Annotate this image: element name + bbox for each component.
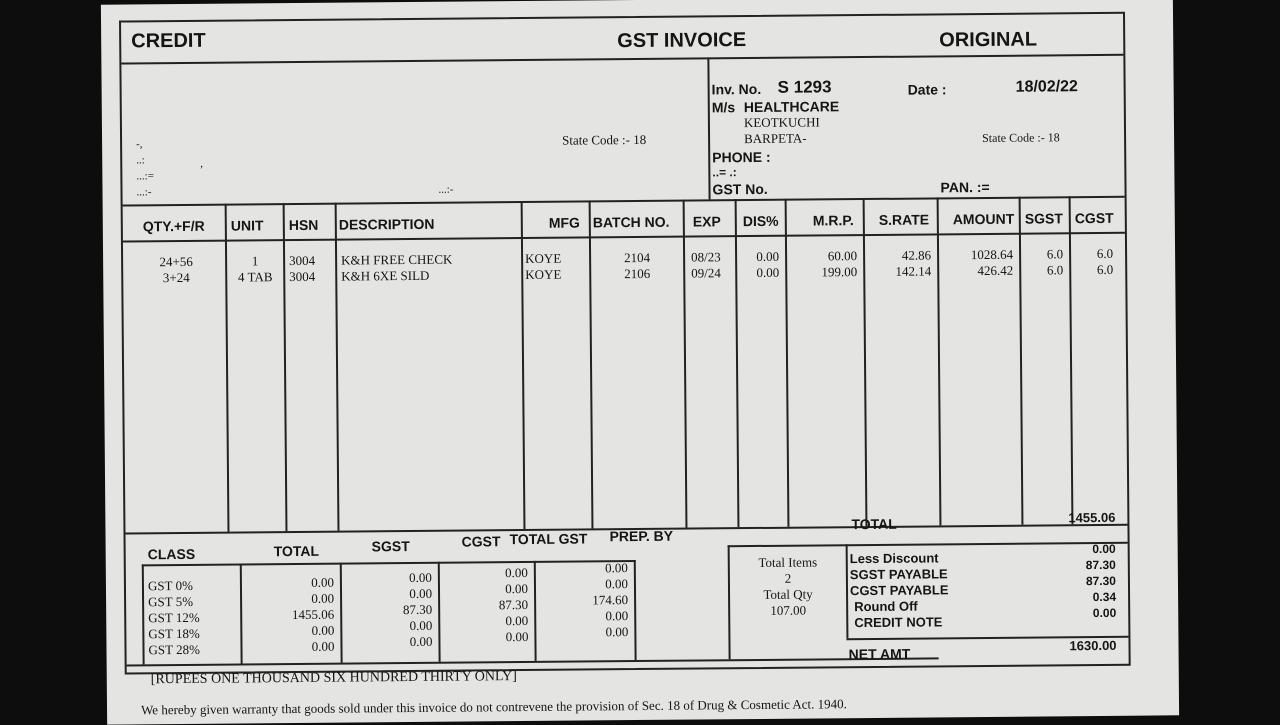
col-exp: EXP (692, 213, 721, 230)
col-batch: BATCH NO. (592, 213, 670, 231)
item-batch: 2106 (624, 265, 651, 282)
amount-in-words: [RUPEES ONE THOUSAND SIX HUNDRED THIRTY ONLY] (150, 669, 517, 688)
total-qty-label: Total Qty (763, 586, 813, 602)
buyer-address-1: KEOTKUCHI (743, 114, 820, 131)
item-qty: 3+24 (162, 269, 190, 286)
item-amount: 426.42 (977, 262, 1014, 279)
buyer-name: HEALTHCARE (743, 98, 840, 116)
class-cgst: 87.30 (498, 596, 529, 613)
seller-mark: ...:= (136, 170, 154, 183)
summary-prep-by-header: PREP. BY (609, 527, 674, 545)
class-cgst: 0.00 (505, 580, 529, 597)
original-label: ORIGINAL (939, 28, 1038, 52)
warranty-text: We hereby given warranty that goods sold under this invoice do not contrevene the provision of Sec. 18 of Drug & Cosmetic Act. 1940. (140, 696, 847, 718)
seller-mark: ...:- (438, 183, 454, 196)
item-cgst: 6.0 (1096, 261, 1114, 278)
class-total-gst: 0.00 (605, 624, 629, 640)
item-qty: 24+56 (159, 253, 193, 270)
class-sgst: 0.00 (409, 633, 433, 650)
item-dis: 0.00 (756, 264, 780, 280)
less-discount-value: 0.00 (1092, 541, 1116, 557)
less-discount-label: Less Discount (849, 550, 939, 567)
summary-total-header: TOTAL (273, 542, 320, 560)
date-label: Date : (907, 81, 947, 98)
phone-label: PHONE : (712, 148, 771, 166)
class-total-gst: 0.00 (605, 608, 629, 624)
item-srate: 142.14 (895, 263, 932, 279)
class-total-gst: 174.60 (592, 592, 629, 608)
summary-total-gst-header: TOTAL GST (509, 530, 588, 548)
cgst-payable-value: 87.30 (1085, 573, 1117, 589)
col-qty: QTY.+F/R (142, 217, 205, 235)
net-amt-label: NET AMT (848, 645, 911, 663)
col-mrp: M.R.P. (812, 212, 854, 229)
col-dis: DIS% (742, 212, 779, 230)
class-total-gst: 0.00 (604, 560, 628, 576)
inv-no-label: Inv. No. (711, 80, 762, 98)
col-amount: AMOUNT (952, 210, 1015, 228)
class-label: GST 18% (148, 625, 200, 642)
pan-label: PAN. := (940, 178, 990, 196)
class-total: 0.00 (311, 574, 334, 590)
class-cgst: 0.00 (505, 564, 528, 581)
item-batch: 2104 (624, 249, 651, 266)
class-label: GST 0% (147, 577, 193, 594)
class-sgst: 0.00 (409, 585, 433, 602)
date-value: 18/02/22 (1015, 78, 1078, 96)
total-qty-value: 107.00 (770, 602, 807, 618)
class-total: 0.00 (311, 638, 335, 654)
round-off-label: Round Off (854, 598, 918, 615)
item-srate: 42.86 (901, 247, 932, 263)
total-items-label: Total Items (758, 554, 818, 570)
class-sgst: 0.00 (409, 617, 433, 634)
col-mfg: MFG (548, 214, 580, 231)
item-unit: 4 TAB (237, 269, 273, 285)
invoice-paper (101, 0, 1179, 725)
item-mrp: 199.00 (821, 264, 858, 280)
item-hsn: 3004 (289, 268, 316, 285)
class-cgst: 0.00 (505, 628, 529, 645)
item-hsn: 3004 (289, 252, 316, 269)
credit-note-value: 0.00 (1092, 605, 1117, 621)
col-description: DESCRIPTION (338, 215, 435, 233)
seller-mark: ...:- (136, 186, 152, 199)
class-cgst: 0.00 (505, 612, 529, 629)
item-mfg: KOYE (525, 266, 562, 282)
net-amt-value: 1630.00 (1069, 637, 1117, 654)
col-unit: UNIT (230, 217, 264, 234)
item-mfg: KOYE (525, 250, 562, 266)
summary-sgst-header: SGST (371, 538, 410, 555)
col-sgst: SGST (1024, 210, 1063, 227)
seller-mark: , (200, 157, 204, 170)
credit-note-label: CREDIT NOTE (854, 614, 943, 631)
ms-label: M/s (711, 99, 736, 116)
item-exp: 09/24 (691, 265, 721, 281)
class-label: GST 5% (148, 593, 194, 610)
item-exp: 08/23 (691, 249, 721, 265)
summary-class-header: CLASS (147, 545, 196, 563)
class-sgst: 87.30 (402, 601, 433, 618)
class-sgst: 0.00 (409, 569, 432, 586)
class-total-gst: 0.00 (605, 576, 629, 592)
item-sgst: 6.0 (1046, 262, 1064, 278)
seller-mark: ..: (136, 154, 145, 167)
class-label: GST 28% (148, 641, 200, 658)
summary-cgst-header: CGST (461, 533, 501, 550)
class-total: 1455.06 (291, 606, 335, 623)
phone-value: ..= .: (712, 165, 737, 180)
item-description: K&H FREE CHECK (341, 251, 453, 268)
credit-label: CREDIT (131, 29, 206, 53)
class-total: 0.00 (311, 590, 335, 606)
item-dis: 0.00 (756, 248, 780, 264)
item-amount: 1028.64 (970, 246, 1014, 263)
class-label: GST 12% (148, 609, 200, 626)
seller-state-code: State Code :- 18 (562, 131, 647, 148)
item-description: K&H 6XE SILD (341, 267, 430, 284)
sgst-payable-value: 87.30 (1085, 557, 1116, 573)
total-label: TOTAL (851, 515, 897, 533)
round-off-value: 0.34 (1092, 589, 1117, 605)
gst-invoice-title: GST INVOICE (617, 29, 747, 53)
total-value: 1455.06 (1068, 509, 1116, 526)
seller-mark: -, (136, 138, 143, 151)
col-cgst: CGST (1074, 209, 1114, 227)
cgst-payable-label: CGST PAYABLE (849, 582, 949, 599)
sgst-payable-label: SGST PAYABLE (849, 566, 948, 583)
col-hsn: HSN (288, 216, 319, 234)
item-cgst: 6.0 (1096, 245, 1114, 262)
item-unit: 1 (251, 253, 259, 269)
item-mrp: 60.00 (827, 248, 858, 264)
col-srate: S.RATE (878, 211, 930, 228)
class-total: 0.00 (311, 622, 335, 638)
inv-no-value: S 1293 (777, 77, 832, 97)
total-items-value: 2 (784, 570, 792, 586)
buyer-address-2: BARPETA- (744, 130, 807, 147)
item-sgst: 6.0 (1046, 246, 1064, 262)
gst-no-label: GST No. (712, 180, 768, 198)
buyer-state-code: State Code :- 18 (982, 130, 1060, 146)
